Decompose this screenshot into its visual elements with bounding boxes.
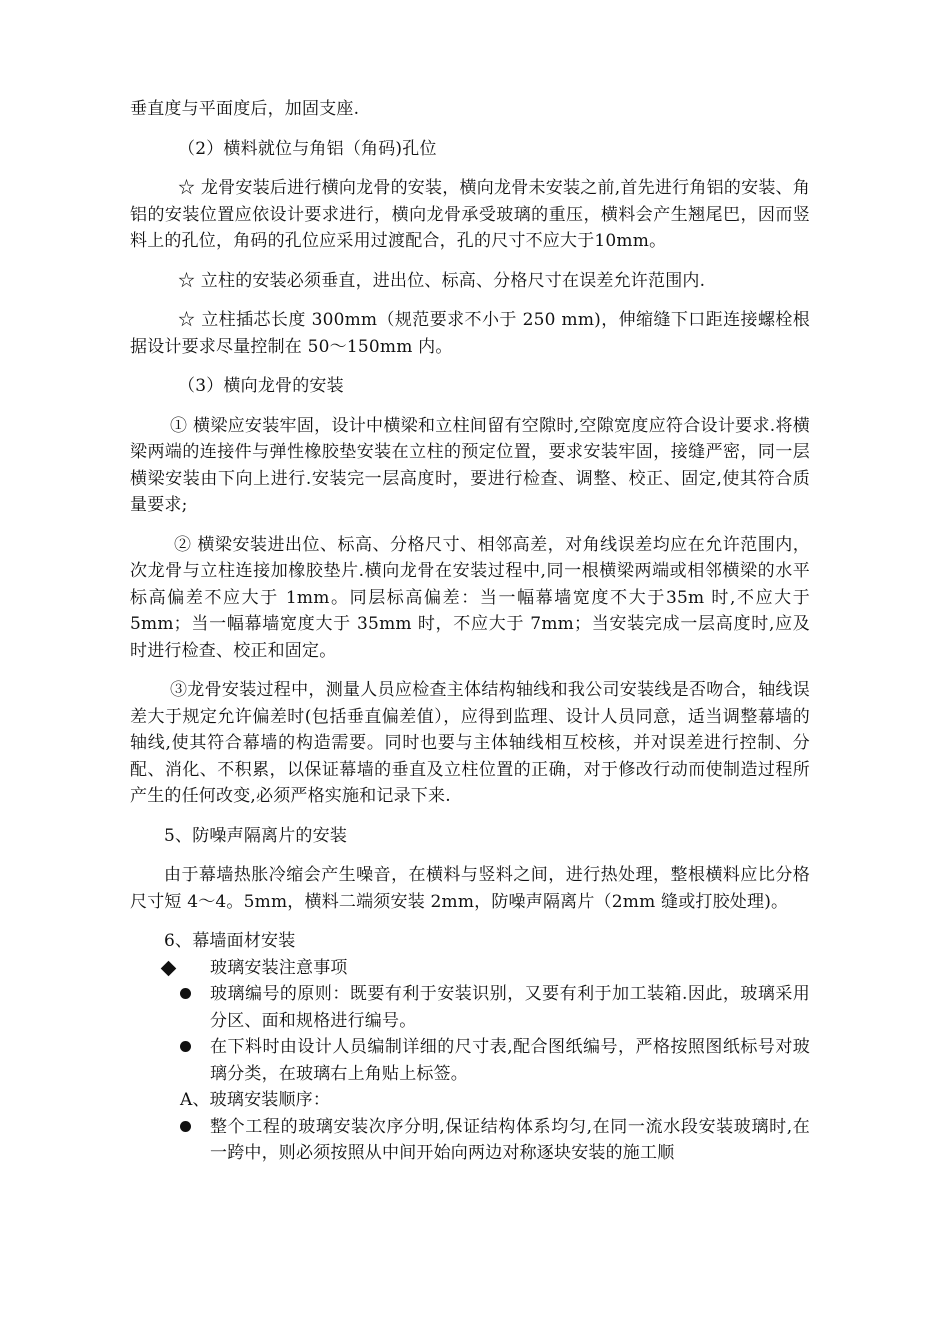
subheading-horizontal-keel: （3）横向龙骨的安装 xyxy=(178,376,344,396)
diamond-bullet-icon xyxy=(161,960,177,976)
list-item-text: 玻璃安装注意事项 xyxy=(210,957,348,978)
list-item-glass-notes xyxy=(130,955,810,982)
paragraph-beam-fixing: ① 横梁应安装牢固，设计中横梁和立柱间留有空隙时,空隙宽度应符合设计要求.将横梁两端的连接件与弹性橡胶垫安装在立柱的预定位置，要求安装牢固，接缝严密，同一层横梁安装由下向上进行.安装完一层高度时，要进行检查、调整、校正、固定,使其符合质量要求; xyxy=(130,415,810,515)
subheading-glass-sequence: A、玻璃安装顺序： xyxy=(180,1090,331,1110)
paragraph-continued: 垂直度与平面度后，加固支座. xyxy=(130,99,360,119)
list-item-text: 玻璃编号的原则：既要有利于安装识别，又要有利于加工装箱.因此，玻璃采用分区、面和规格进行编号。 xyxy=(210,984,810,1031)
paragraph-axis-survey: ③龙骨安装过程中，测量人员应检查主体结构轴线和我公司安装线是否吻合，轴线误差大于规定允许偏差时(包括垂直偏差值），应得到监理、设计人员同意，适当调整幕墙的轴线,使其符合幕墙的构造需要。同时也要与主体轴线相互校核，并对误差进行控制、分配、消化、不积累，以保证幕墙的垂直及立柱位置的正确，对于修改行动而使制造过程所产生的任何改变,必须严格实施和记录下来. xyxy=(130,680,810,806)
subheading-crossbar-positioning: （2）横料就位与角铝（角码)孔位 xyxy=(178,138,437,159)
paragraph-beam-tolerance: ② 横梁安装进出位、标高、分格尺寸、相邻高差，对角线误差均应在允许范围内，次龙骨与立柱连接加橡胶垫片.横向龙骨在安装过程中,同一根横梁两端或相邻横梁的水平标高偏差不应大于 1mm。同层标高偏差：当一幅幕墙宽度不大于35m 时,不应大于 5mm；当一幅幕墙宽度大于 35mm 时，不应大于 7mm；当安装完成一层高度时,应及时进行检查、校正和固定。 xyxy=(130,534,810,661)
paragraph-noise-isolator: 由于幕墙热胀冷缩会产生噪音，在横料与竖料之间，进行热处理，整根横料应比分格尺寸短 4～4。5mm，横料二端须安装 2mm，防噪声隔离片（2mm 缝或打胶处理)。 xyxy=(130,865,810,912)
list-item-text: 在下料时由设计人员编制详细的尺寸表,配合图纸编号，严格按照图纸标号对玻璃分类，在玻璃右上角贴上标签。 xyxy=(210,1037,810,1084)
paragraph-column-vertical: ☆ 立柱的安装必须垂直，进出位、标高、分格尺寸在误差允许范围内. xyxy=(178,270,706,291)
list-item-text: 整个工程的玻璃安装次序分明,保证结构体系均匀,在同一流水段安装玻璃时,在一跨中，则必须按照从中间开始向两边对称逐块安装的施工顺 xyxy=(210,1116,810,1163)
round-bullet-icon xyxy=(180,1041,191,1052)
list-item-glass-numbering xyxy=(130,981,810,1034)
list-item-glass-labeling xyxy=(130,1034,810,1087)
heading-panel-installation: 6、幕墙面材安装 xyxy=(164,931,296,951)
document-body xyxy=(130,96,810,1167)
heading-noise-isolator: 5、防噪声隔离片的安装 xyxy=(164,825,348,846)
round-bullet-icon xyxy=(180,988,191,999)
paragraph-keel-installation: ☆ 龙骨安装后进行横向龙骨的安装，横向龙骨未安装之前,首先进行角铝的安装、角铝的安装位置应依设计要求进行，横向龙骨承受玻璃的重压，横料会产生翘尾巴，因而竖料上的孔位，角码的孔位应采用过渡配合，孔的尺寸不应大于10mm。 xyxy=(130,178,810,251)
round-bullet-icon xyxy=(180,1121,191,1132)
list-item-glass-order xyxy=(130,1114,810,1167)
paragraph-column-insert-length: ☆ 立柱插芯长度 300mm（规范要求不小于 250 mm)，伸缩缝下口距连接螺栓根据设计要求尽量控制在 50～150mm 内。 xyxy=(130,310,810,357)
